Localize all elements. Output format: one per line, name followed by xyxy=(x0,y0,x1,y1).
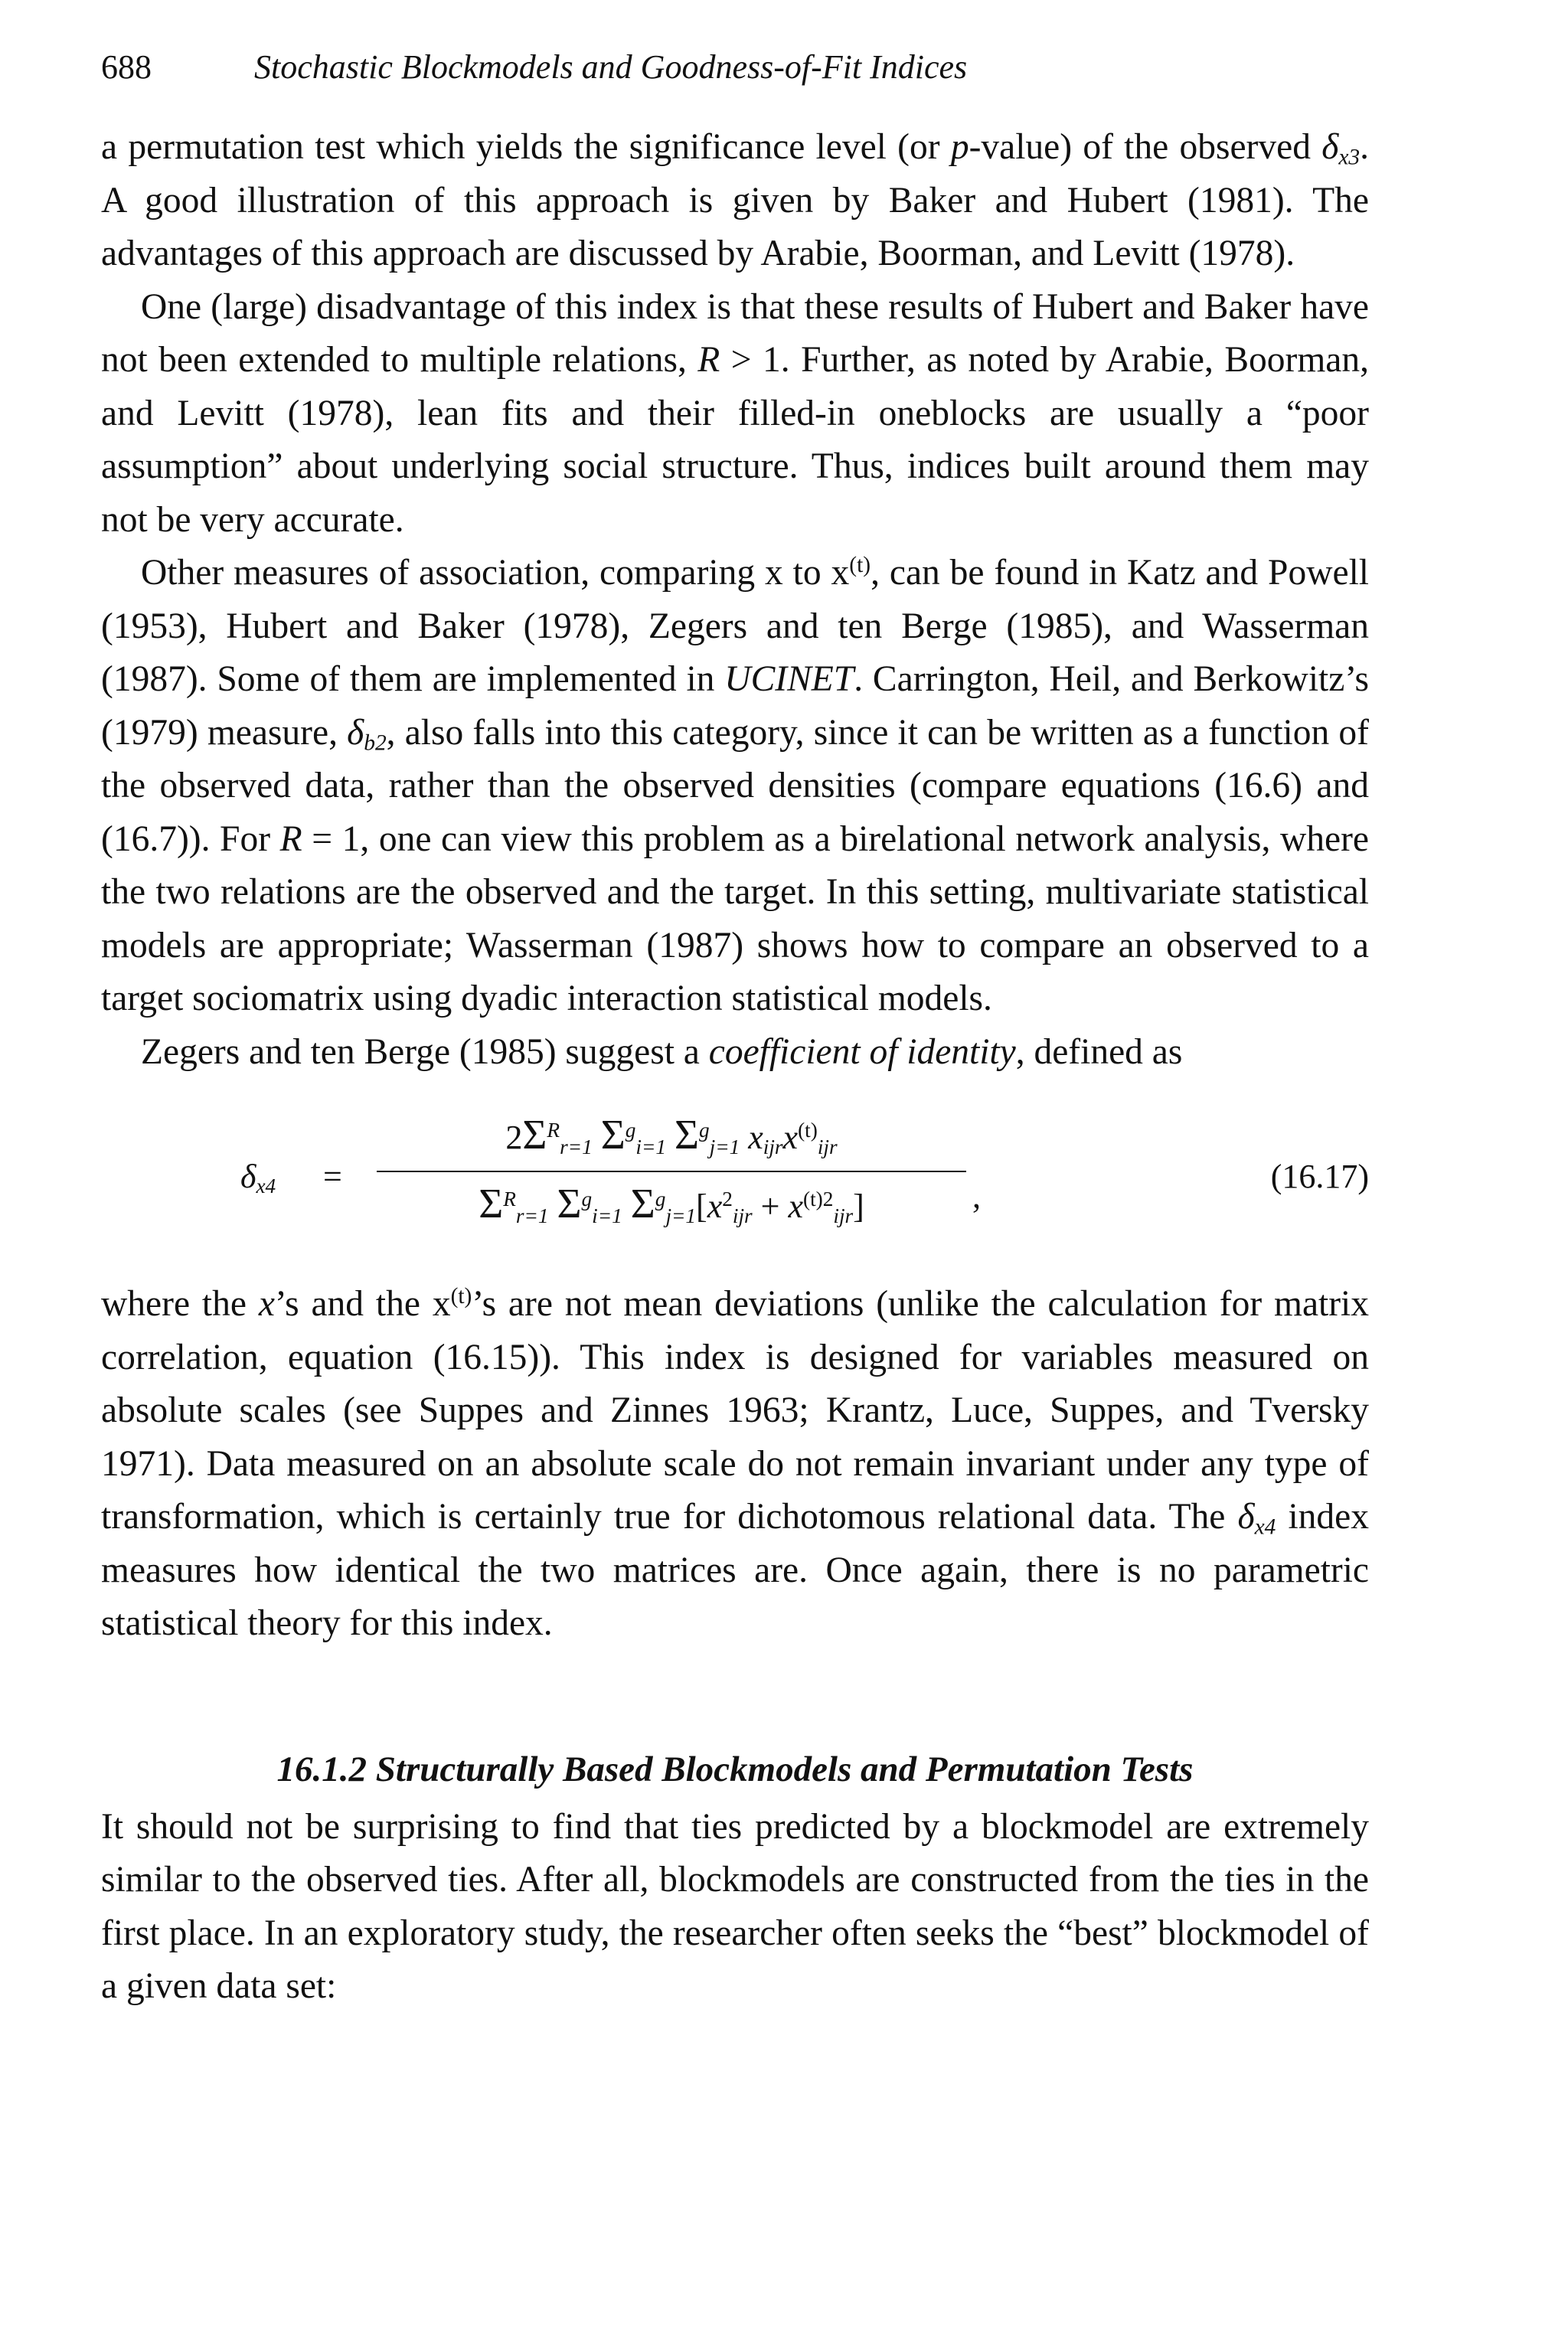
section-spacer xyxy=(101,1651,1369,1743)
text-run: . Carrington, Heil, and Berkowitz’s (1979) measure, xyxy=(101,659,1369,753)
text-run: > 1. Further, as noted by Arabie, Boorman, and Levitt (1978), lean fits and their filled-in oneblocks are usually a “poor assumption” about underlying social structure. Thus, indices built around them may not be very accurate. xyxy=(101,340,1369,540)
math-subscript: b2 xyxy=(364,730,387,755)
paragraph-1 xyxy=(101,121,1369,281)
paragraph-4 xyxy=(101,1026,1369,1080)
equals-sign: = xyxy=(323,1158,342,1195)
math-subscript: x4 xyxy=(1254,1514,1276,1540)
text-run: Other measures of association, comparing x to x xyxy=(141,553,850,593)
text-run: , defined as xyxy=(1015,1031,1183,1072)
text-run: ’s and the x xyxy=(274,1284,451,1324)
numerator: $2\Sigma^R_{r=1}$ $\Sigma^g_{i=1}$ $\Sigma^g_{j=1}$ $x_{ijr}x^{(t)}_{ijr}$ xyxy=(505,1111,838,1158)
denominator: $\Sigma^R_{r=1}$ $\Sigma^g_{i=1}$ $\Sigma^g_{j=1}[x^2_{ijr} + x^{(t)2}_{ijr}]$ xyxy=(479,1180,864,1227)
paragraph-5 xyxy=(101,1278,1369,1651)
paragraph-3 xyxy=(101,547,1369,1026)
text-run: . A good illustration of this approach is given by Baker and Hubert (1981). The advantages of this approach are discussed by Arabie, Boorman, and Levitt (1978). xyxy=(101,127,1369,273)
math-subscript: x3 xyxy=(1338,145,1361,170)
text-run: , can be found in Katz and Powell (1953), Hubert and Baker (1978), Zegers and ten Berge (1985), and Wasserman (1987). Some of them are implemented in xyxy=(101,553,1369,699)
math-delta: δ xyxy=(347,712,364,753)
section-heading: 16.1.2 Structurally Based Blockmodels and Permutation Tests xyxy=(276,1749,1194,1789)
fraction-bar xyxy=(377,1171,966,1172)
paragraph-2 xyxy=(101,281,1369,547)
equation-number: (16.17) xyxy=(1270,1158,1369,1195)
math-p: p xyxy=(950,127,969,167)
text-run: Zegers and ten Berge (1985) suggest a xyxy=(141,1031,709,1072)
math-x: x xyxy=(258,1284,275,1324)
text-run: = 1, one can view this problem as a birelational network analysis, where the two relations are the observed and the target. In this setting, multivariate statistical models are appropriate; Wasserman (1987) shows how to compare an observed to a target sociomatrix using dyadic interaction statistical models. xyxy=(101,818,1369,1018)
math-R: R xyxy=(279,818,302,859)
equation-comma: , xyxy=(972,1178,981,1215)
math-delta: δ xyxy=(1321,127,1339,167)
running-title: Stochastic Blockmodels and Goodness-of-Fit Indices xyxy=(254,48,968,86)
text-run: where the xyxy=(101,1284,259,1324)
page-number: 688 xyxy=(101,48,152,86)
running-header xyxy=(101,47,1369,93)
text-run: a permutation test which yields the significance level (or xyxy=(101,127,951,167)
math-delta: δ xyxy=(1237,1497,1255,1537)
math-superscript: (t) xyxy=(849,552,871,577)
text-run: -value) of the observed xyxy=(969,127,1322,167)
equation-lhs: $\delta_{x4}$ xyxy=(240,1158,276,1197)
math-superscript: (t) xyxy=(450,1283,472,1308)
text-run: ’s are not mean deviations (unlike the calculation for matrix correlation, equation (16.15)). This index is designed for variables measured on absolute scales (see Suppes and Zinnes 1963; Krantz, Luce, Suppes, and Tversky 1971). Data measured on an absolute scale do not remain invariant under any type of transformation, which is certainly true for dichotomous relational data. The xyxy=(101,1284,1369,1537)
term-coefficient-of-identity: coefficient of identity xyxy=(708,1031,1016,1072)
fraction xyxy=(377,1093,966,1250)
text-run: index measures how identical the two matrices are. Once again, there is no parametric statistical theory for this index. xyxy=(101,1497,1369,1643)
page-body xyxy=(101,121,1369,2014)
text-run: , also falls into this category, since it can be written as a function of the observed data, rather than the observed densities (compare equations (16.6) and (16.7)). For xyxy=(101,712,1369,859)
math-R: R xyxy=(697,340,720,380)
equation-16-17 xyxy=(101,1086,1369,1278)
software-name: UCINET xyxy=(724,659,854,699)
text-run: One (large) disadvantage of this index is that these results of Hubert and Baker have not been extended to multiple relations, xyxy=(101,286,1369,380)
paragraph-6: It should not be surprising to find that ties predicted by a blockmodel are extremely similar to the observed ties. After all, blockmodels are constructed from the ties in the first place. In an exploratory study, the researcher often seeks the “best” blockmodel of a given data set: xyxy=(101,1806,1369,2006)
